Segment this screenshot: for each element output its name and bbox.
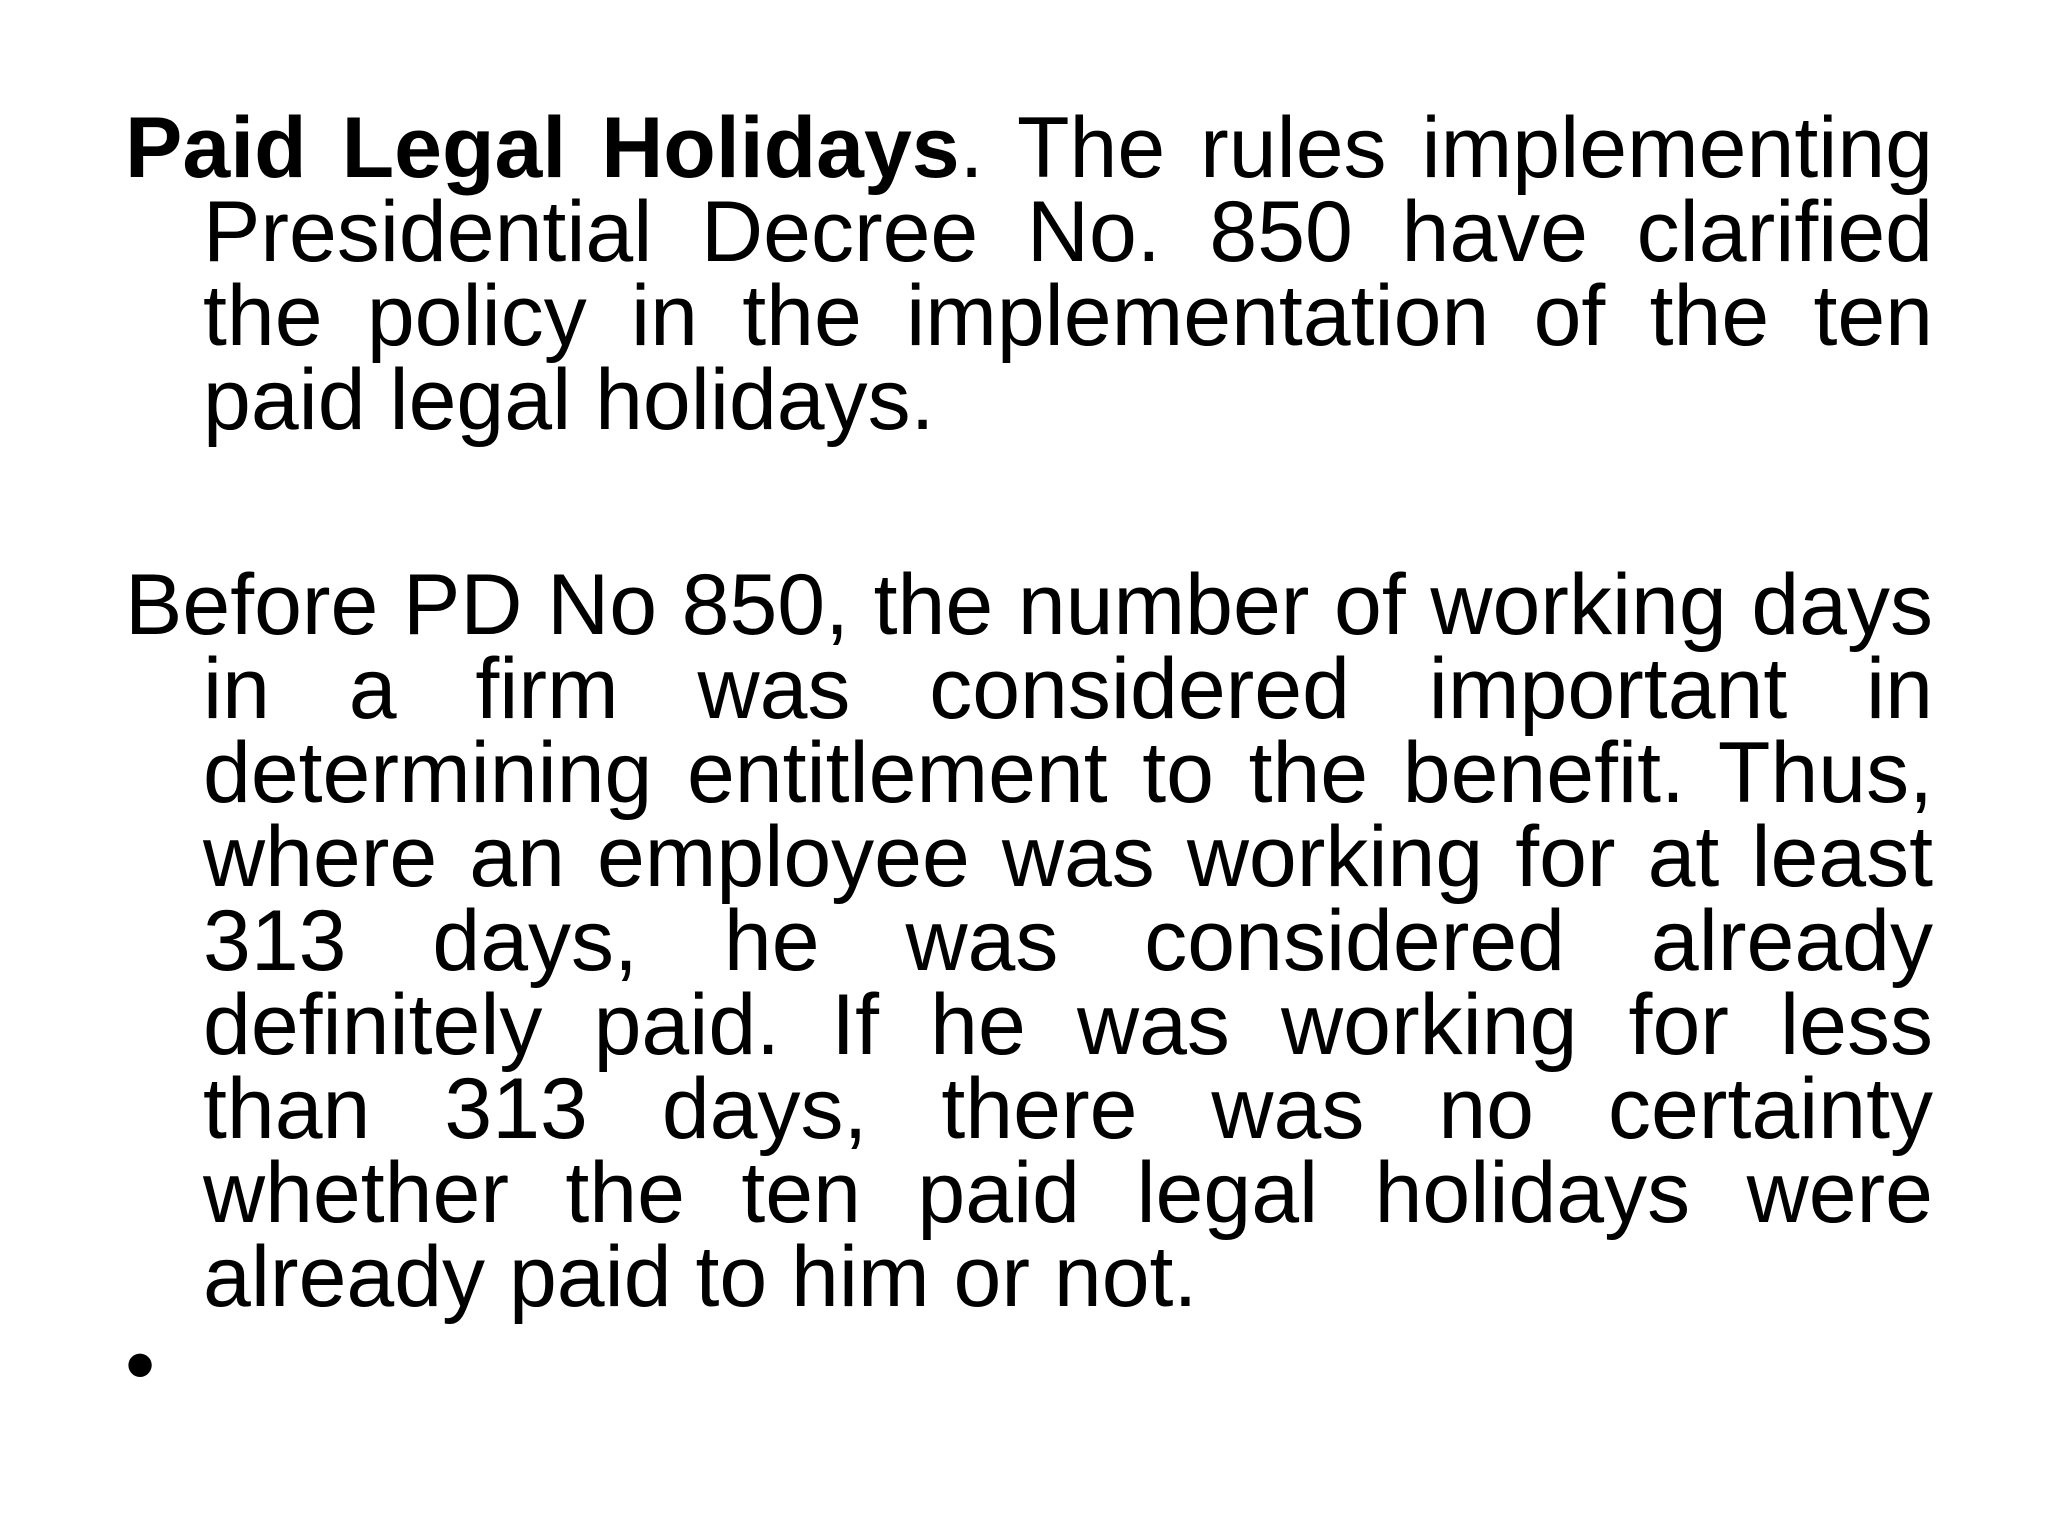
paragraph-paid-legal-holidays bbox=[125, 100, 1933, 448]
paragraph-body: Before PD No 850, the number of working days in a firm was considered important in determining entitlement to the benefit. Thus, where an employee was working for at least 313 days, he was considered already definitely paid. If he was working for less than 313 days, there was no certainty whether the ten paid legal holidays were already paid to him or not. bbox=[125, 557, 1933, 1325]
paragraph-heading: Paid Legal Holidays bbox=[125, 100, 960, 196]
paragraph-body: The rules implementing Presidential Decree No. 850 have clarified the policy in the implementation of the ten paid legal holidays. bbox=[203, 100, 1933, 448]
heading-period: . bbox=[959, 100, 984, 196]
paragraph-before-pd-850 bbox=[125, 557, 1933, 1325]
empty-bullet: • bbox=[125, 1317, 156, 1413]
